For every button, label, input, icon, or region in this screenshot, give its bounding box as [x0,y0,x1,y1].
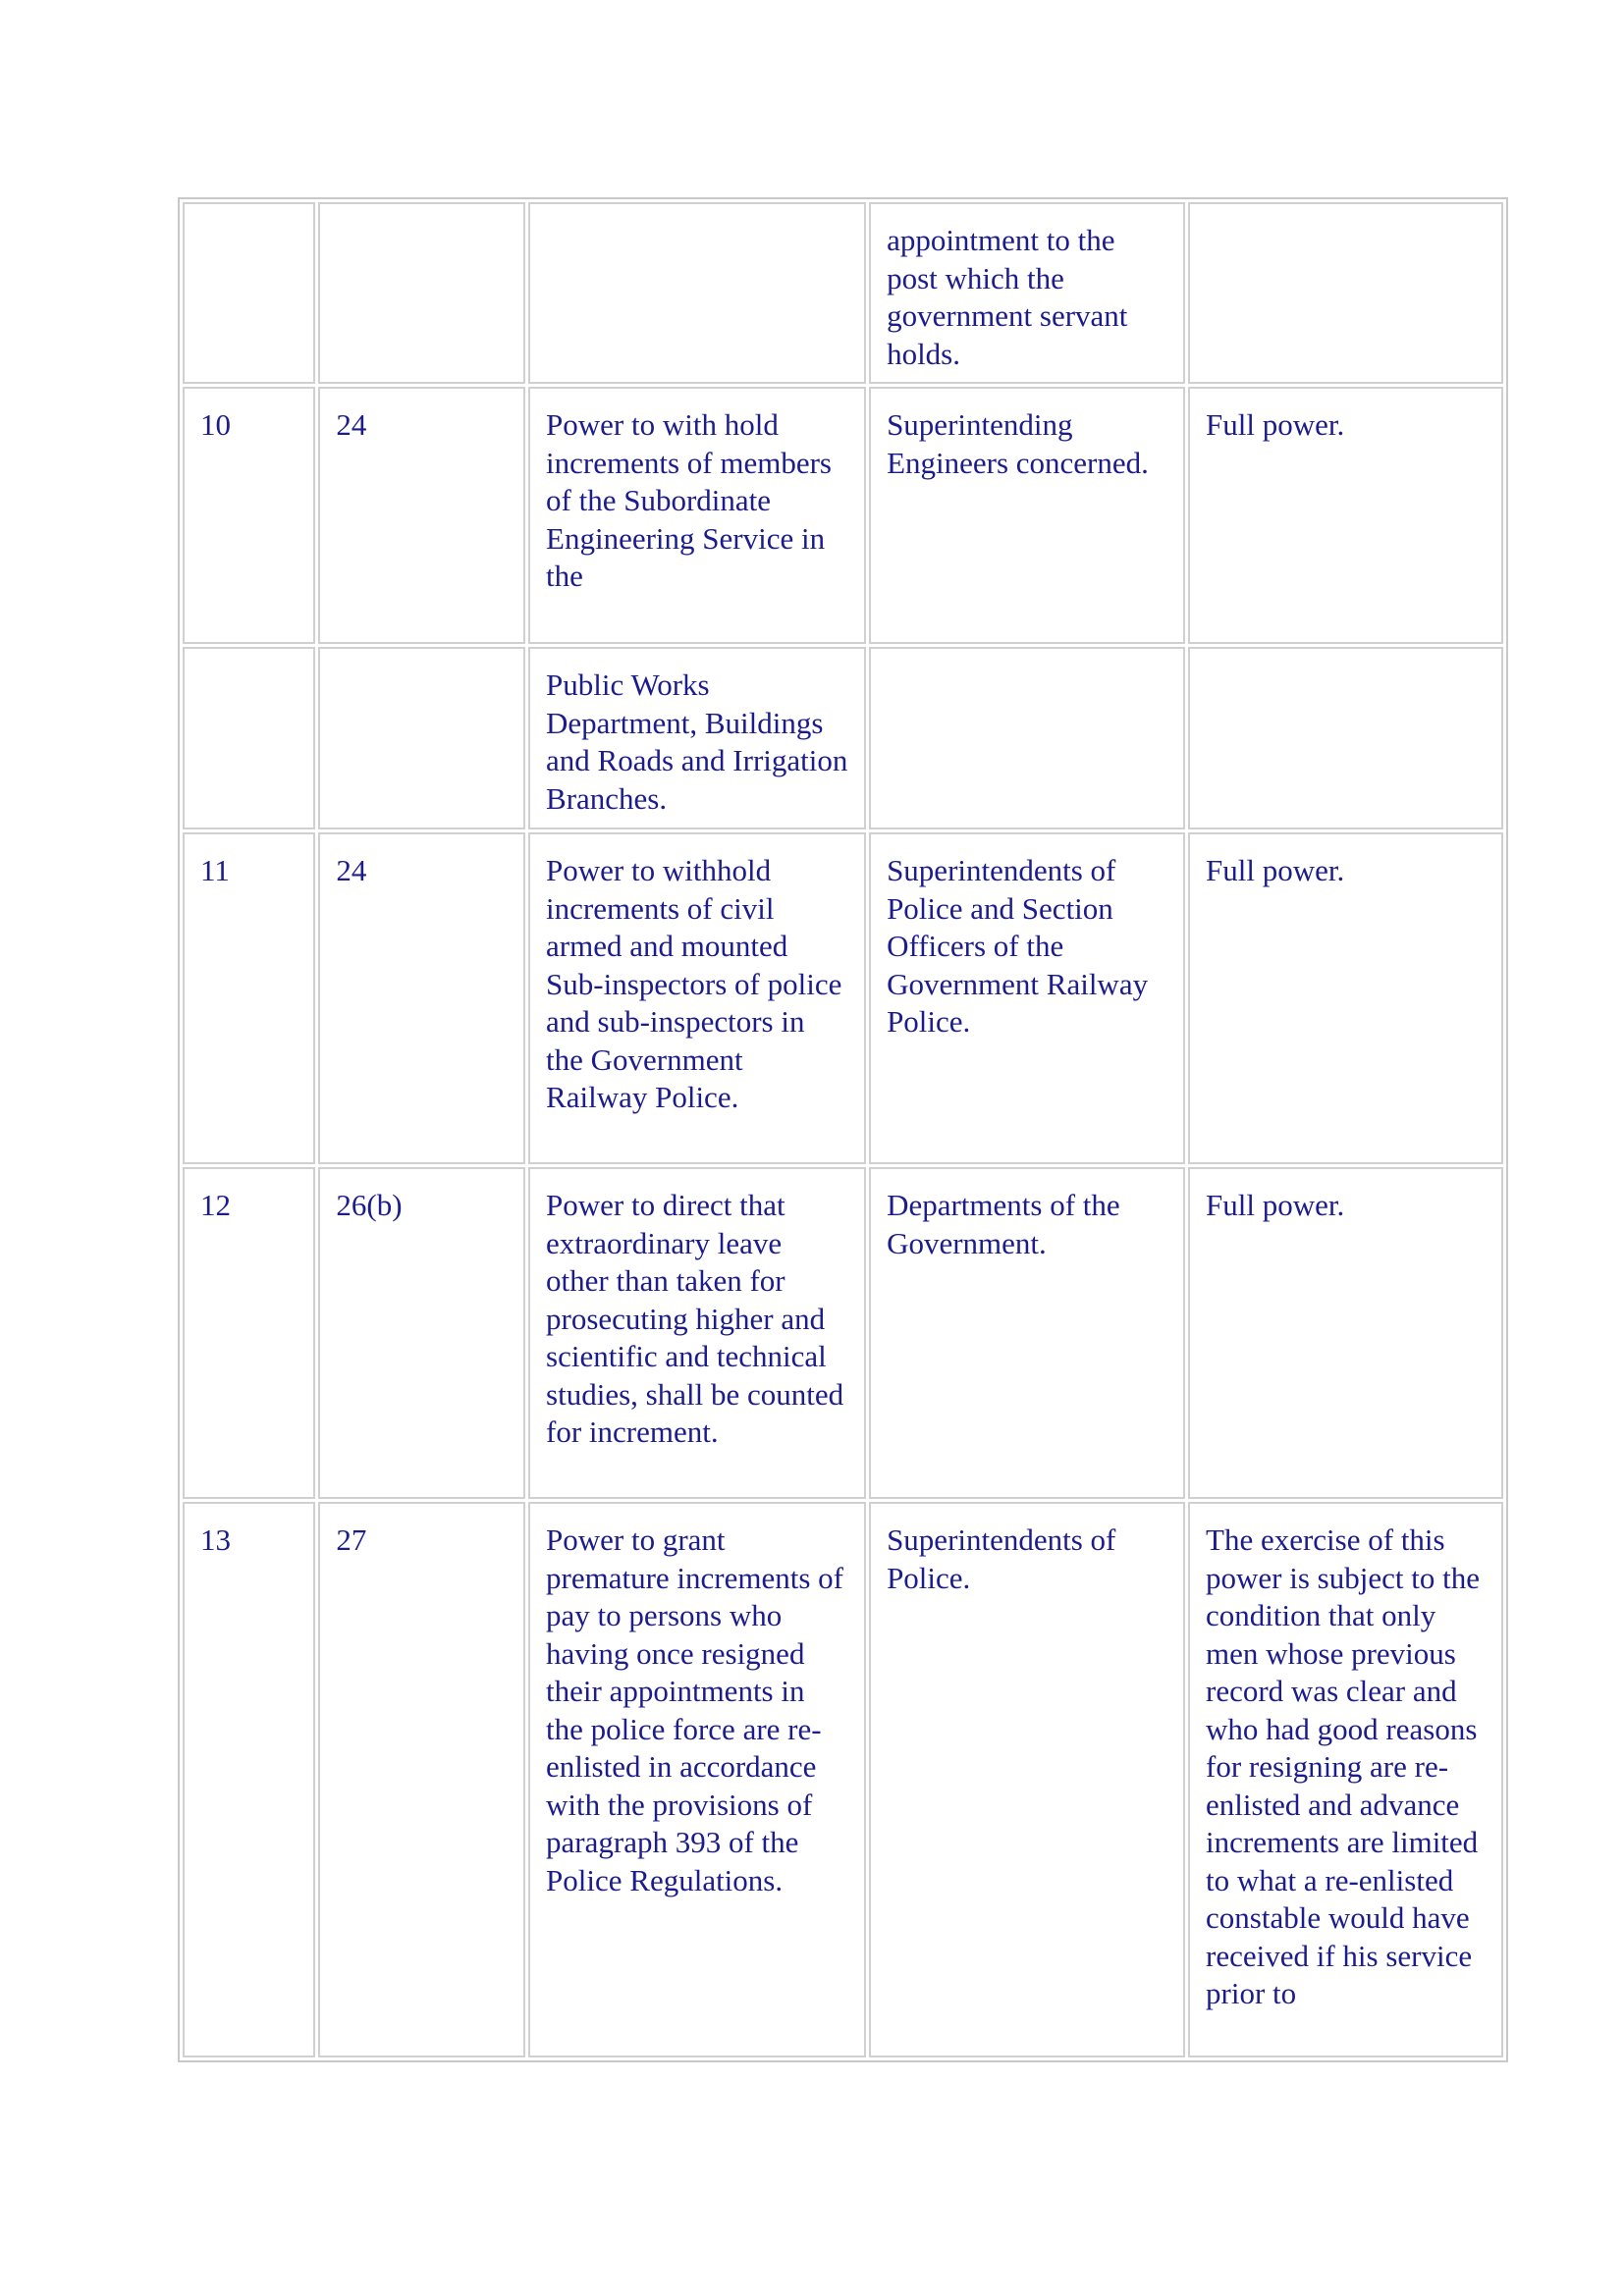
serial-number-cell [183,647,315,829]
serial-number-cell: 11 [183,832,315,1164]
extent-cell: The exercise of this power is subject to the condition that only men whose previous record was clear and who had good reasons for resigning are re-enlisted and advance increments are limited to what a re-enlisted constable would have received if his service prior to [1188,1502,1503,2057]
authority-cell: Superintendents of Police. [869,1502,1185,2057]
rule-number-cell: 24 [318,832,525,1164]
table-row [183,647,1503,829]
nature-of-power-cell: Public Works Department, Buildings and Roads and Irrigation Branches. [528,647,866,829]
table-row [183,832,1503,1164]
nature-of-power-cell: Power to direct that extraordinary leave other than taken for prosecuting higher and scientific and technical studies, shall be counted for increment. [528,1167,866,1499]
nature-of-power-cell: Power to with hold increments of members of the Subordinate Engineering Service in the [528,387,866,644]
serial-number-cell: 12 [183,1167,315,1499]
rule-number-cell: 27 [318,1502,525,2057]
table-row [183,1167,1503,1499]
extent-cell: Full power. [1188,832,1503,1164]
nature-of-power-cell: Power to withhold increments of civil armed and mounted Sub-inspectors of police and sub-inspectors in the Government Railway Police. [528,832,866,1164]
extent-cell: Full power. [1188,1167,1503,1499]
serial-number-cell: 13 [183,1502,315,2057]
table-row [183,1502,1503,2057]
extent-cell: Full power. [1188,387,1503,644]
authority-cell: Departments of the Government. [869,1167,1185,1499]
delegation-table [178,197,1508,2062]
authority-cell: Superintending Engineers concerned. [869,387,1185,644]
rule-number-cell: 24 [318,387,525,644]
table-row [183,202,1503,384]
extent-cell [1188,202,1503,384]
authority-cell [869,647,1185,829]
rule-number-cell [318,647,525,829]
table-row [183,387,1503,644]
nature-of-power-cell: Power to grant premature increments of pay to persons who having once resigned their appointments in the police force are re-enlisted in accordance with the provisions of paragraph 393 of the Police Regulations. [528,1502,866,2057]
rule-number-cell: 26(b) [318,1167,525,1499]
authority-cell: appointment to the post which the government servant holds. [869,202,1185,384]
authority-cell: Superintendents of Police and Section Officers of the Government Railway Police. [869,832,1185,1164]
serial-number-cell [183,202,315,384]
rule-number-cell [318,202,525,384]
extent-cell [1188,647,1503,829]
serial-number-cell: 10 [183,387,315,644]
nature-of-power-cell [528,202,866,384]
